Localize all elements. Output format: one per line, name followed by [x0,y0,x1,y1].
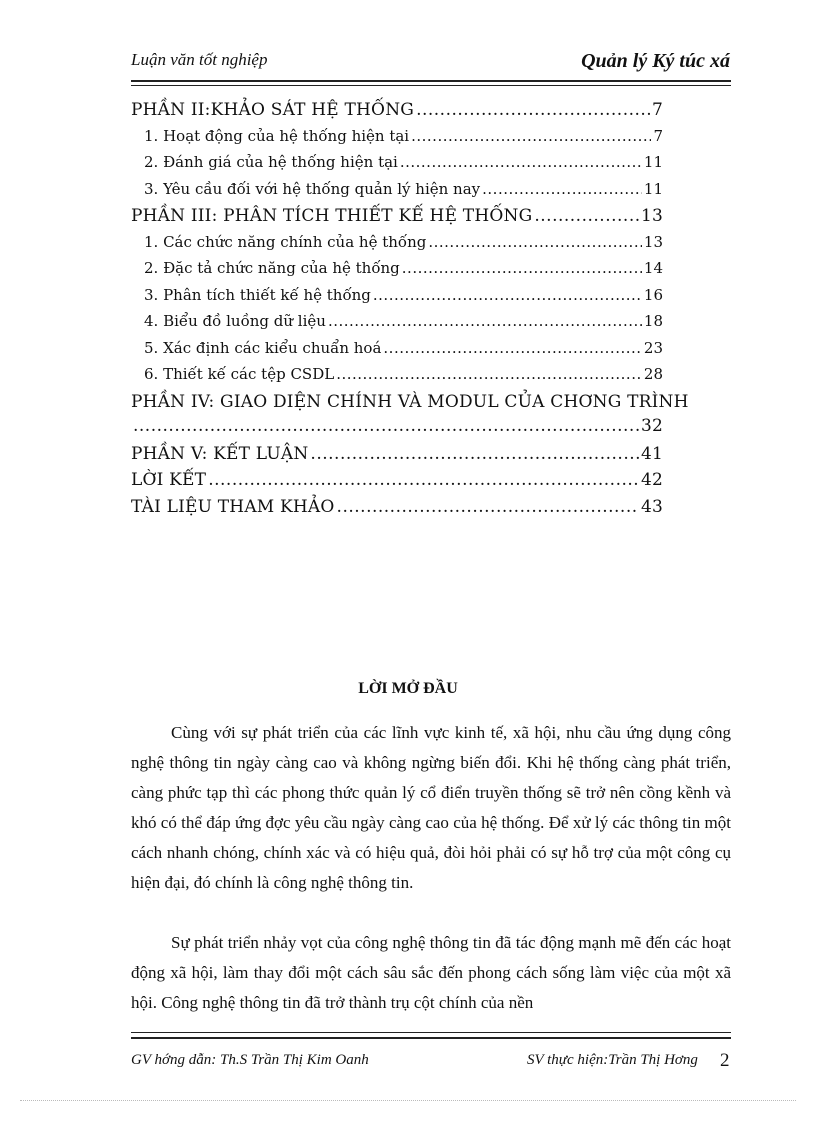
toc-entry-page: 16 [643,285,663,304]
toc-entry [131,416,663,444]
toc-leader-dots [310,444,639,464]
page-edge [20,1100,796,1101]
toc-entry-title: 3. Phân tích thiết kế hệ thống [144,285,371,304]
footer-supervisor: GV hớng dẫn: Th.S Trần Thị Kim Oanh [131,1052,369,1068]
toc-entry-page: 14 [643,259,663,277]
toc-entry-title: 3. Yêu cầu đối với hệ thống quản lý hiện nay [144,179,481,198]
toc-entry-title: PHẦN III: PHÂN TÍCH THIẾT KẾ HỆ THỐNG [131,206,533,226]
toc-leader-dots [411,127,651,145]
toc-leader-dots [133,416,639,436]
toc-entry-title: 2. Đánh giá của hệ thống hiện tại [144,153,398,171]
toc-entry [131,497,663,524]
toc-entry-title: TÀI LIỆU THAM KHẢO [131,496,335,517]
toc-entry-page: 32 [640,415,663,436]
toc-leader-dots [373,286,642,304]
toc-leader-dots [534,206,639,226]
toc-entry [131,233,663,260]
toc-entry-page: 28 [643,365,663,383]
toc-leader-dots [383,339,642,357]
toc-entry [131,153,663,180]
toc-entry-title: 5. Xác định các kiểu chuẩn hoá [144,338,382,357]
toc-entry-page: 13 [640,206,663,226]
toc-entry-page: 11 [643,179,663,198]
toc-entry [131,127,663,154]
toc-entry-title: PHẦN II:KHẢO SÁT HỆ THỐNG [131,100,415,120]
toc-entry [131,206,663,233]
header-rule [131,80,731,82]
toc-entry-title: PHẦN V: KẾT LUẬN [131,443,309,464]
toc-entry [131,180,663,207]
header-thesis-label: Luận văn tốt nghiệp [131,50,268,69]
toc-entry-title: 1. Hoạt động của hệ thống hiện tại [144,126,410,145]
toc-entry-page: 7 [651,100,663,120]
toc-entry-page: 43 [640,496,663,517]
intro-paragraph-1: Cùng với sự phát triển của các lĩnh vực kinh tế, xã hội, nhu cầu ứng dụng công nghệ thông tin ngày càng cao và không ngừng biến đổi. Khi hệ thống càng phát triển, càng phức tạp thì các phong thức quản lý cổ điển truyền thống sẽ trở nên cồng kềnh và khó có thể đáp ứng đợc yêu cầu ngày càng cao của hệ thống. Để xử lý các thông tin một cách nhanh chóng, chính xác và có hiệu quả, đòi hỏi phải có sự hỗ trợ của một công cụ hiện đại, đó chính là công nghệ thông tin. [131,723,731,892]
toc-entry [131,259,663,286]
toc-entry-title: 1. Các chức năng chính của hệ thống [144,232,427,251]
toc-entry-title: LỜI KẾT [131,470,207,490]
toc-leader-dots [416,100,650,120]
toc-entry-page: 18 [643,312,663,330]
toc-leader-dots [482,180,642,198]
toc-entry-page: 13 [643,232,663,251]
footer-rule [131,1037,731,1039]
toc-leader-dots [428,233,642,251]
intro-paragraph-2: Sự phát triển nhảy vọt của công nghệ thông tin đã tác động mạnh mẽ đến các hoạt động xã hội, làm thay đổi một cách sâu sắc đến phong cách sống làm việc của một xã hội. Công nghệ thông tin đã trở thành trụ cột chính của nền [131,933,731,1012]
toc-entry-page: 41 [640,443,663,464]
footer-rule-thin [131,1032,731,1033]
toc-entry-title: 6. Thiết kế các tệp CSDL [144,365,335,383]
toc-entry-page: 7 [653,126,663,145]
toc-leader-dots [337,497,639,517]
toc-entry [131,339,663,366]
toc-entry-page: 23 [643,338,663,357]
toc-entry [131,312,663,339]
intro-heading: LỜI MỞ ĐẦU [358,680,458,697]
header-rule-thin [131,85,731,86]
toc-entry [131,100,663,127]
toc-entry-page: 11 [643,153,663,171]
toc-entry [131,470,663,497]
toc-leader-dots [402,259,642,277]
footer-student: SV thực hiện:Trần Thị Hơng [527,1052,698,1068]
toc-entry [131,444,663,471]
toc-entry-page: 42 [640,470,663,490]
toc-leader-dots [208,470,639,490]
toc-entry-title: 4. Biểu đồ luồng dữ liệu [144,312,326,330]
table-of-contents [131,100,689,523]
page-number: 2 [720,1050,730,1071]
toc-entry-title: PHẦN IV: GIAO DIỆN CHÍNH VÀ MODUL CỦA CHƠNG TRÌNH [131,391,689,412]
toc-leader-dots [336,365,642,383]
toc-entry [131,391,689,416]
toc-leader-dots [400,153,642,171]
toc-entry [131,365,663,392]
header-topic-title: Quản lý Ký túc xá [581,50,730,72]
toc-leader-dots [328,312,642,330]
toc-entry-title: 2. Đặc tả chức năng của hệ thống [144,259,400,277]
toc-entry [131,286,663,313]
